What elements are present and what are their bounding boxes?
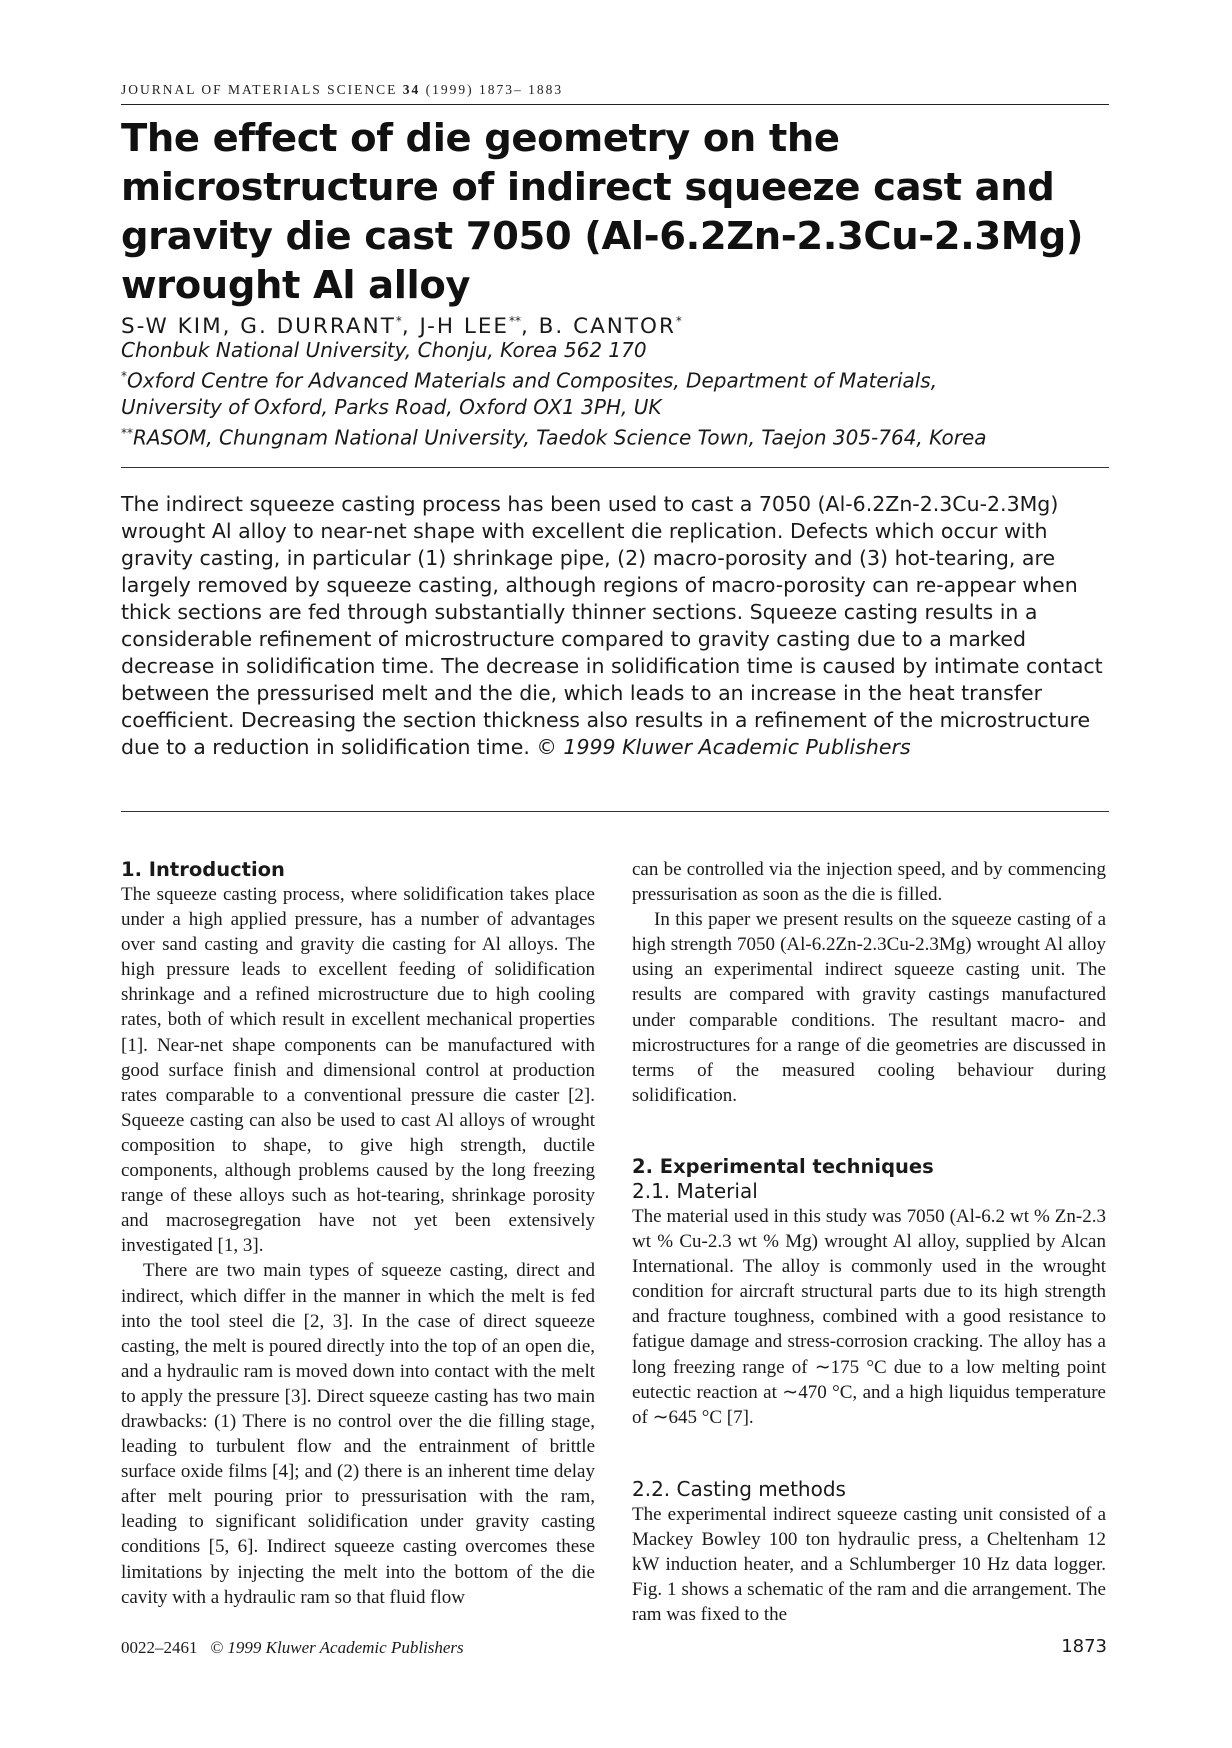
journal-volume: 34: [402, 82, 421, 97]
intro-paragraph-2: There are two main types of squeeze casting, direct and indirect, which differ in the manner in which the melt is fed into the tool steel die [2, 3]. In the case of direct squeeze casting, the melt is poured directly into the top of an open die, and a hydraulic ram is moved down into contact with the melt to apply the pressure [3]. Direct squeeze casting has two main drawbacks: (1) There is no control over the die filling stage, leading to turbulent flow and the entrainment of brittle surface oxide films [4]; and (2) there is an inherent time delay after melt pouring prior to pressurisation with the ram, leading to significant solidification under gravity casting conditions [5, 6]. Indirect squeeze casting overcomes these limitations by injecting the melt into the bottom of the die cavity with a hydraulic ram so that fluid flow: [121, 1260, 595, 1608]
affiliation-3-mark: **: [121, 425, 133, 440]
affiliation-1: Chonbuk National University, Chonju, Korea 562 170: [121, 338, 647, 362]
affiliation-3: [121, 420, 1121, 451]
subsection-heading-casting-methods: 2.2. Casting methods: [632, 1476, 846, 1501]
abstract: [121, 491, 1121, 761]
subsection-heading-material: 2.1. Material: [632, 1178, 758, 1203]
intro-paragraph-3: can be controlled via the injection speed, and by commencing pressurisation as soon as the die is filled.: [632, 859, 1106, 906]
footer-copyright: © 1999 Kluwer Academic Publishers: [210, 1638, 464, 1657]
journal-year-pages: (1999) 1873– 1883: [425, 82, 564, 97]
section-heading-experimental: 2. Experimental techniques: [632, 1154, 934, 1178]
author-names-2: , J-H LEE: [401, 314, 509, 340]
author-list: [121, 314, 1121, 339]
affiliations: [121, 337, 1121, 450]
intro-paragraph-1: The squeeze casting process, where solidification takes place under a high applied pressure, has a number of advantages over sand casting and gravity die casting for Al alloys. The high pressure leads to excellent feeding of solidification shrinkage and a refined microstructure due to high cooling rates, both of which result in excellent mechanical properties [1]. Near-net shape components can be manufactured with good surface finish and dimensional control at production rates comparable to a conventional pressure die caster [2]. Squeeze casting can also be used to cast Al alloys of wrought composition to shape, to give high strength, ductile components, although problems caused by the long freezing range of these alloys such as hot-tearing, shrinkage porosity and macrosegregation have not yet been extensively investigated [1, 3].: [121, 884, 595, 1257]
author-mark-1: *: [395, 314, 402, 328]
abstract-text: The indirect squeeze casting process has been used to cast a 7050 (Al-6.2Zn-2.3Cu-2.3Mg) wrought Al alloy to near-net shape with excellent die replication. Defects which occur with gravity casting, in particular (1) shrinkage pipe, (2) macro-porosity and (3) hot-tearing, are largely removed by squeeze casting, although regions of macro-porosity can re-appear when thick sections are fed through substantially thinner sections. Squeeze casting results in a considerable refinement of microstructure compared to gravity casting due to a marked decrease in solidification time. The decrease in solidification time is caused by intimate contact between the pressurised melt and the die, which leads to an increase in the heat transfer coefficient. Decreasing the section thickness also results in a refinement of the microstructure due to a reduction in solidification time.: [121, 492, 1103, 759]
left-column: [121, 857, 595, 1610]
material-paragraph: The material used in this study was 7050 (Al-6.2 wt % Zn-2.3 wt % Cu-2.3 wt % Mg) wrought Al alloy, supplied by Alcan International. The alloy is commonly used in the wrought condition for aircraft structural parts due to its high strength and fracture toughness, combined with a good resistance to fatigue damage and stress-corrosion cracking. The alloy has a long freezing range of ∼175 °C due to a low melting point eutectic reaction at ∼470 °C, and a high liquidus temperature of ∼645 °C [7].: [632, 1205, 1106, 1428]
author-mark-2: **: [509, 314, 521, 328]
paper-title: The effect of die geometry on the microstructure of indirect squeeze cast and gravity die cast 7050 (Al-6.2Zn-2.3Cu-2.3Mg) wrought Al alloy: [121, 116, 1084, 308]
abstract-copyright: © 1999 Kluwer Academic Publishers: [536, 735, 911, 759]
author-mark-3: *: [675, 314, 682, 328]
spacer: [632, 1430, 1106, 1477]
divider-bottom: [121, 811, 1109, 812]
journal-name: JOURNAL OF MATERIALS SCIENCE: [121, 82, 398, 97]
affiliation-2-mark: *: [121, 369, 127, 383]
affiliation-2-cont: University of Oxford, Parks Road, Oxford OX1 3PH, UK: [121, 394, 662, 419]
affiliation-3-text: RASOM, Chungnam National University, Taedok Science Town, Taejon 305-764, Korea: [133, 425, 987, 450]
affiliation-2: [121, 363, 1121, 394]
footer-issn-copyright: [121, 1638, 464, 1658]
right-column: [632, 857, 1106, 1627]
affiliation-2-text: Oxford Centre for Advanced Materials and Composites, Department of Materials,: [127, 368, 938, 393]
journal-header: [121, 82, 1109, 105]
author-names-3: , B. CANTOR: [521, 314, 676, 340]
intro-paragraph-4: In this paper we present results on the squeeze casting of a high strength 7050 (Al-6.2Zn-2.3Cu-2.3Mg) wrought Al alloy using an experimental indirect squeeze casting unit. The results are compared with gravity castings manufactured under comparable conditions. The resultant macro- and microstructures for a range of die geometries are discussed in terms of the measured cooling behaviour during solidification.: [632, 909, 1106, 1106]
divider-top: [121, 467, 1109, 468]
author-names-1: S-W KIM, G. DURRANT: [121, 314, 396, 340]
spacer: [632, 1108, 1106, 1154]
casting-paragraph: The experimental indirect squeeze casting unit consisted of a Mackey Bowley 100 ton hydraulic press, a Cheltenham 12 kW induction heater, and a Schlumberger 10 Hz data logger. Fig. 1 shows a schematic of the ram and die arrangement. The ram was fixed to the: [632, 1503, 1106, 1626]
section-heading-introduction: 1. Introduction: [121, 858, 285, 881]
page-number: 1873: [1061, 1636, 1107, 1657]
footer-issn: 0022–2461: [121, 1638, 198, 1657]
